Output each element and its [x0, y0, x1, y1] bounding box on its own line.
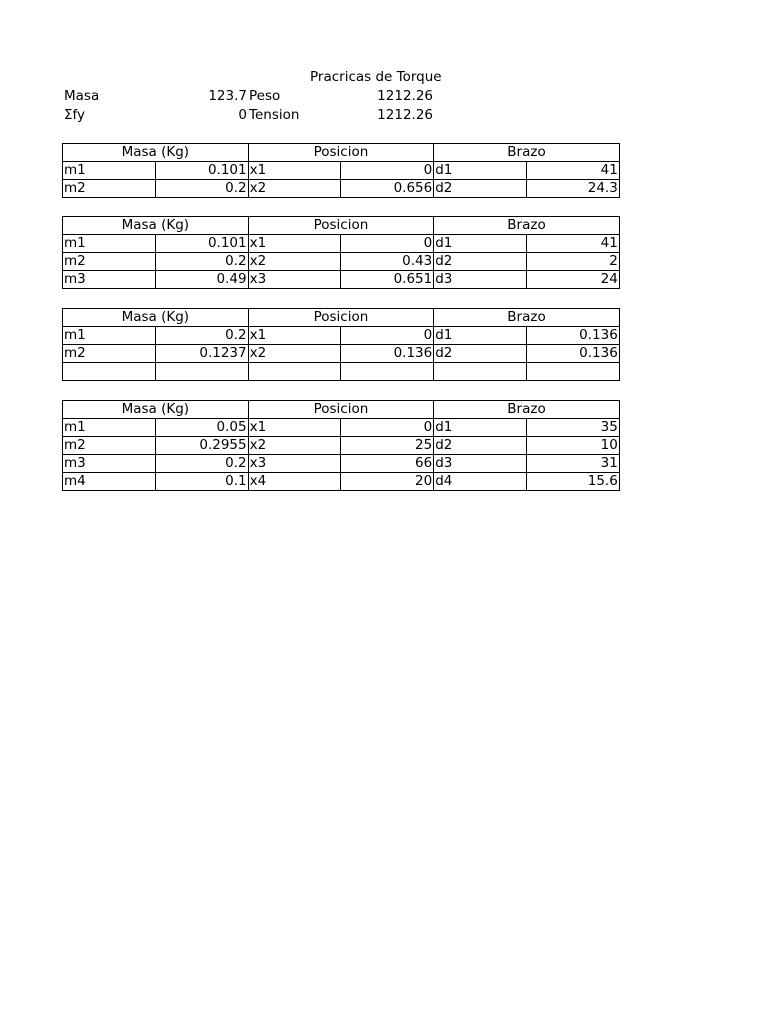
mass-value-cell[interactable]: 0.1237: [155, 345, 248, 363]
header-posicion: Posicion: [248, 144, 434, 162]
position-value-cell[interactable]: 0.651: [341, 271, 434, 289]
table-row: [63, 327, 620, 345]
arm-label-cell[interactable]: d4: [434, 473, 527, 491]
position-label-cell[interactable]: x2: [248, 180, 341, 198]
table-row: [63, 253, 620, 271]
arm-value-cell[interactable]: 41: [527, 162, 620, 180]
arm-label-cell[interactable]: d1: [434, 419, 527, 437]
info-row-masa: [62, 87, 619, 106]
header-brazo: Brazo: [434, 144, 620, 162]
table-row: [63, 419, 620, 437]
mass-label-cell[interactable]: m1: [63, 235, 156, 253]
mass-label-cell[interactable]: m3: [63, 271, 156, 289]
header-masa: Masa (Kg): [63, 144, 249, 162]
torque-table-3: [62, 308, 620, 381]
table-row: [63, 345, 620, 363]
arm-label-cell[interactable]: d1: [434, 327, 527, 345]
position-value-cell[interactable]: 0: [341, 327, 434, 345]
position-label-cell[interactable]: x2: [248, 253, 341, 271]
tension-value: 1212.26: [377, 107, 433, 123]
masa-label: Masa: [64, 88, 100, 104]
arm-value-cell[interactable]: 10: [527, 437, 620, 455]
position-label-cell[interactable]: x1: [248, 162, 341, 180]
header-brazo: Brazo: [434, 401, 620, 419]
position-label-cell[interactable]: x1: [248, 235, 341, 253]
mass-value-cell[interactable]: 0.2: [155, 455, 248, 473]
mass-value-cell[interactable]: 0.2955: [155, 437, 248, 455]
mass-label-cell[interactable]: m2: [63, 437, 156, 455]
arm-value-cell[interactable]: 0.136: [527, 327, 620, 345]
mass-label-cell[interactable]: [63, 363, 156, 381]
position-label-cell[interactable]: x1: [248, 419, 341, 437]
table-row: [63, 271, 620, 289]
position-value-cell[interactable]: 0: [341, 162, 434, 180]
position-value-cell[interactable]: 0.656: [341, 180, 434, 198]
sumfy-value: 0: [238, 107, 247, 123]
table-header-row: [63, 309, 620, 327]
header-brazo: Brazo: [434, 309, 620, 327]
arm-label-cell[interactable]: d3: [434, 455, 527, 473]
position-label-cell[interactable]: x4: [248, 473, 341, 491]
table-row: [63, 162, 620, 180]
table-row: [63, 473, 620, 491]
sumfy-label: Σfy: [64, 107, 86, 123]
torque-table-4: [62, 400, 620, 491]
mass-value-cell[interactable]: 0.2: [155, 327, 248, 345]
header-masa: Masa (Kg): [63, 217, 249, 235]
table-row: [63, 180, 620, 198]
arm-label-cell[interactable]: d2: [434, 180, 527, 198]
mass-value-cell[interactable]: 0.1: [155, 473, 248, 491]
arm-value-cell[interactable]: 31: [527, 455, 620, 473]
mass-value-cell[interactable]: 0.49: [155, 271, 248, 289]
arm-label-cell[interactable]: d3: [434, 271, 527, 289]
header-posicion: Posicion: [248, 309, 434, 327]
mass-label-cell[interactable]: m1: [63, 162, 156, 180]
header-posicion: Posicion: [248, 401, 434, 419]
mass-label-cell[interactable]: m3: [63, 455, 156, 473]
mass-value-cell[interactable]: 0.101: [155, 162, 248, 180]
arm-value-cell[interactable]: [527, 363, 620, 381]
info-row-sumfy: [62, 106, 619, 125]
header-brazo: Brazo: [434, 217, 620, 235]
position-label-cell[interactable]: [248, 363, 341, 381]
position-value-cell[interactable]: 0: [341, 235, 434, 253]
arm-value-cell[interactable]: 2: [527, 253, 620, 271]
mass-value-cell[interactable]: 0.2: [155, 253, 248, 271]
mass-label-cell[interactable]: m1: [63, 327, 156, 345]
position-value-cell[interactable]: 0: [341, 419, 434, 437]
arm-value-cell[interactable]: 35: [527, 419, 620, 437]
arm-value-cell[interactable]: 0.136: [527, 345, 620, 363]
arm-label-cell[interactable]: d2: [434, 437, 527, 455]
table-header-row: [63, 144, 620, 162]
position-value-cell[interactable]: 66: [341, 455, 434, 473]
mass-label-cell[interactable]: m4: [63, 473, 156, 491]
peso-value: 1212.26: [377, 88, 433, 104]
tension-label: Tension: [249, 107, 300, 123]
position-value-cell[interactable]: 0.136: [341, 345, 434, 363]
header-posicion: Posicion: [248, 217, 434, 235]
mass-label-cell[interactable]: m1: [63, 419, 156, 437]
table-row: [63, 363, 620, 381]
arm-label-cell[interactable]: d2: [434, 253, 527, 271]
arm-value-cell[interactable]: 24.3: [527, 180, 620, 198]
position-label-cell[interactable]: x3: [248, 455, 341, 473]
table-header-row: [63, 401, 620, 419]
position-value-cell[interactable]: 0.43: [341, 253, 434, 271]
mass-value-cell[interactable]: 0.2: [155, 180, 248, 198]
mass-label-cell[interactable]: m2: [63, 345, 156, 363]
position-value-cell[interactable]: 25: [341, 437, 434, 455]
arm-label-cell[interactable]: d1: [434, 235, 527, 253]
torque-table-1: [62, 143, 620, 198]
arm-value-cell[interactable]: 15.6: [527, 473, 620, 491]
table-row: [63, 455, 620, 473]
header-masa: Masa (Kg): [63, 309, 249, 327]
mass-value-cell[interactable]: [155, 363, 248, 381]
arm-value-cell[interactable]: 24: [527, 271, 620, 289]
position-value-cell[interactable]: [341, 363, 434, 381]
table-row: [63, 437, 620, 455]
table-header-row: [63, 217, 620, 235]
mass-label-cell[interactable]: m2: [63, 180, 156, 198]
header-masa: Masa (Kg): [63, 401, 249, 419]
sheet-title-row: [62, 68, 619, 87]
masa-value: 123.7: [208, 88, 247, 104]
arm-label-cell[interactable]: [434, 363, 527, 381]
arm-label-cell[interactable]: d1: [434, 162, 527, 180]
arm-label-cell[interactable]: d2: [434, 345, 527, 363]
position-label-cell[interactable]: x3: [248, 271, 341, 289]
position-value-cell[interactable]: 20: [341, 473, 434, 491]
sheet-title: Pracricas de Torque: [310, 69, 442, 85]
table-row: [63, 235, 620, 253]
mass-label-cell[interactable]: m2: [63, 253, 156, 271]
mass-value-cell[interactable]: 0.05: [155, 419, 248, 437]
position-label-cell[interactable]: x1: [248, 327, 341, 345]
arm-value-cell[interactable]: 41: [527, 235, 620, 253]
position-label-cell[interactable]: x2: [248, 345, 341, 363]
torque-table-2: [62, 216, 620, 289]
peso-label: Peso: [249, 88, 281, 104]
position-label-cell[interactable]: x2: [248, 437, 341, 455]
mass-value-cell[interactable]: 0.101: [155, 235, 248, 253]
